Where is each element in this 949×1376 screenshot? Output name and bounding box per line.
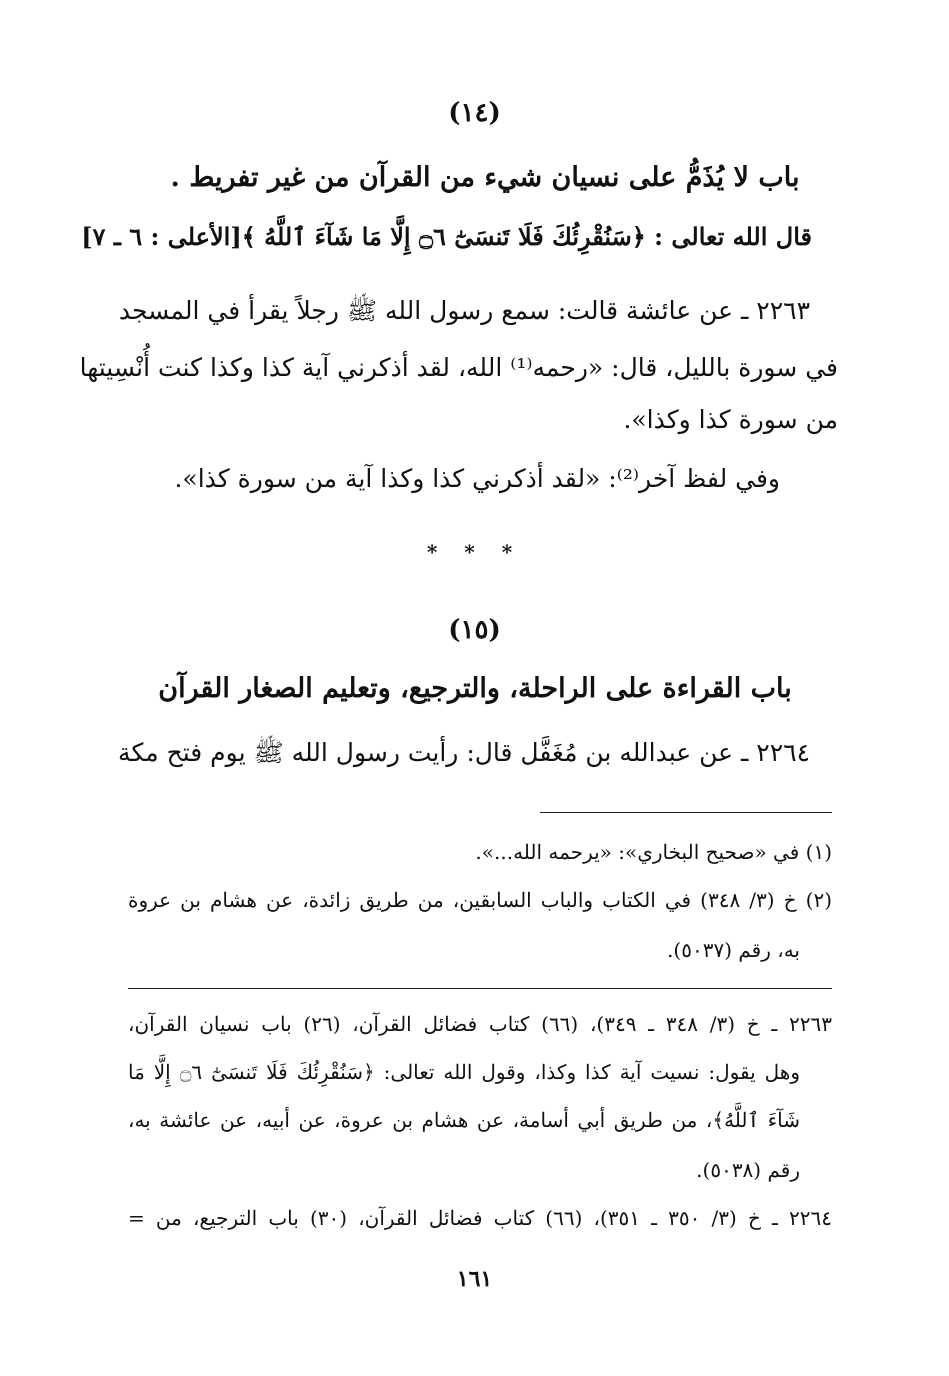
quran-verse-line: قال الله تعالى : ﴿سَنُقْرِئُكَ فَلَا تَنسَىٰٓ ۝٦ إِلَّا مَا شَآءَ ٱللَّهُ ﴾[الأعلى : ٦ ـ ٧] [81, 222, 812, 251]
hadith-2263-line-1: ٢٢٦٣ ـ عن عائشة قالت: سمع رسول الله ﷺ رجلاً يقرأ في المسجد [118, 296, 810, 325]
takhrij-2263-line-1: ٢٢٦٣ ـ خ (٣/ ٣٤٨ ـ ٣٤٩)، (٦٦) كتاب فضائل القرآن، (٢٦) باب نسيان القرآن، [128, 1012, 832, 1036]
section-number-15: (١٥) [448, 615, 501, 645]
page-number: ١٦١ [456, 1266, 493, 1292]
footnote-separator [540, 812, 832, 813]
section-title-15: باب القراءة على الراحلة، والترجيع، وتعليم الصغار القرآن [158, 673, 792, 704]
section-divider-stars: * * * [426, 540, 523, 564]
footnote-2-line-1: (٢) خ (٣/ ٣٤٨) في الكتاب والباب السابقين، من طريق زائدة، عن هشام بن عروة [128, 888, 832, 912]
section-title-14: باب لا يُذَمُّ على نسيان شيء من القرآن من غير تفريط . [170, 162, 800, 193]
footnote-1: (١) في «صحيح البخاري»: «يرحمه الله...». [475, 840, 832, 864]
takhrij-separator [128, 988, 832, 989]
footnote-2-line-2: به، رقم (٥٠٣٧). [667, 938, 800, 962]
takhrij-2264-line-1: ٢٢٦٤ ـ خ (٣/ ٣٥٠ ـ ٣٥١)، (٦٦) كتاب فضائل القرآن، (٣٠) باب الترجيع، من = [128, 1206, 833, 1230]
takhrij-2263-line-4: رقم (٥٠٣٨). [696, 1158, 800, 1182]
section-number-14: (١٤) [448, 98, 501, 128]
takhrij-2263-line-3: شَآءَ ٱللَّهُ﴾، من طريق أبي أسامة، عن هشام بن عروة، عن أبيه، عن عائشة به، [128, 1108, 800, 1132]
hadith-2263-line-2: في سورة بالليل، قال: «رحمه⁽¹⁾ الله، لقد أذكرني آية كذا وكذا كنت أُنْسِيتها [79, 353, 838, 382]
hadith-2263-line-3: من سورة كذا وكذا». [623, 405, 838, 434]
takhrij-2263-line-2: وهل يقول: نسيت آية كذا وكذا، وقول الله تعالى: ﴿سَنُقْرِئُكَ فَلَا تَنسَىٰٓ ۝٦ إِلَّا مَا [128, 1060, 801, 1084]
hadith-2264-line-1: ٢٢٦٤ ـ عن عبدالله بن مُغَفَّل قال: رأيت رسول الله ﷺ يوم فتح مكة [118, 738, 810, 767]
hadith-2263-line-4: وفي لفظ آخر⁽²⁾: «لقد أذكرني كذا وكذا آية من سورة كذا». [174, 464, 780, 493]
